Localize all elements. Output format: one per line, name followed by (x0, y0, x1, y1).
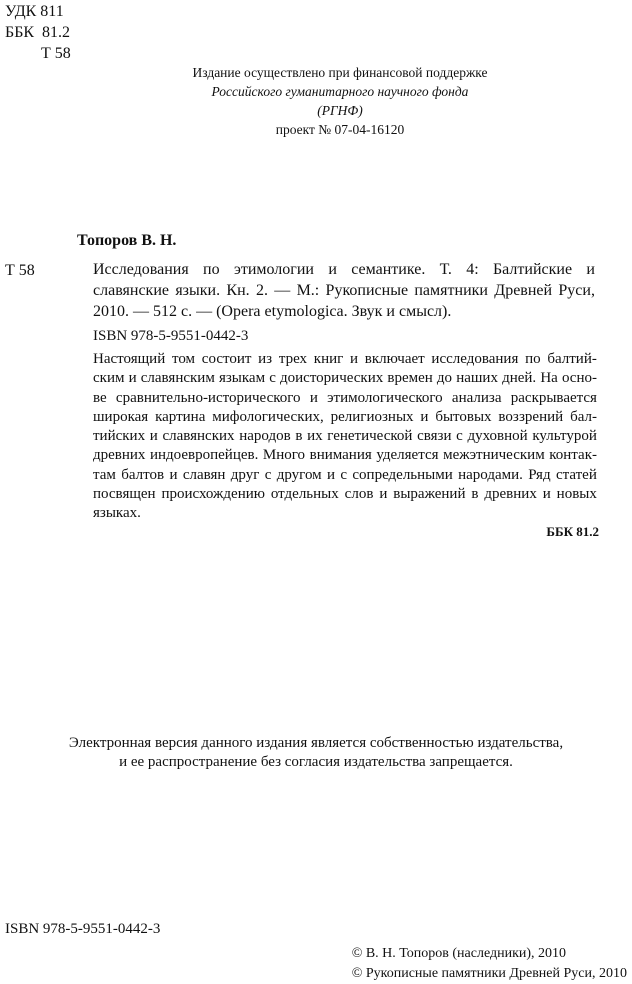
description-word: языки. (175, 282, 221, 299)
description-word: — (274, 282, 291, 299)
annotation-word: балтий- (547, 351, 597, 367)
annotation-word: том (171, 351, 196, 367)
annotation-word: народов (239, 428, 291, 445)
copyright-lines (352, 944, 627, 984)
annotation-text (93, 350, 597, 524)
copyright-author: © В. Н. Топоров (наследники), 2010 (351, 946, 567, 961)
copyright-publisher: © Рукописные памятники Древней Руси, 2010 (351, 966, 627, 981)
description-word: Балтийские (492, 261, 573, 278)
funding-notice (70, 63, 610, 139)
description-word: 2010. — 512 с. — (Opera etymologica. Звук и смысл). (93, 303, 452, 320)
annotation-word: и (379, 486, 388, 503)
description-word: Рукописные (325, 282, 409, 299)
author-heading: Топоров В. Н. (77, 232, 177, 249)
annotation-word: анализа (451, 389, 502, 406)
annotation-word: дней. (502, 370, 537, 387)
annotation-word: Настоящий (93, 351, 166, 367)
annotation-word: уделяется (376, 447, 439, 464)
funding-line-4: проект № 07-04-16120 (275, 122, 405, 137)
annotation-word: по (525, 351, 541, 367)
annotation-word: исследования (431, 351, 519, 367)
description-line (93, 280, 595, 301)
description-word: памятники (414, 282, 488, 299)
annotation-word: с (264, 466, 272, 483)
annotation-word: тийских (93, 428, 146, 445)
annotation-word: с (456, 428, 463, 445)
annotation-word: из (258, 351, 273, 367)
description-word: Т. (439, 261, 452, 278)
annotation-word: сопредельными (352, 466, 453, 483)
description-word: М.: (296, 282, 320, 299)
annotation-word: в (295, 428, 303, 445)
description-word: Кн. (226, 282, 250, 299)
annotation-line (93, 408, 597, 427)
annotation-line (93, 446, 597, 465)
description-word: славянские (93, 282, 169, 299)
notice-line-1: Электронная версия данного издания является собственностью издательства, (68, 735, 564, 751)
annotation-word: воззрений (498, 408, 564, 425)
description-word: по (203, 261, 220, 278)
annotation-word: индоевропейцев. (150, 447, 259, 464)
annotation-word: и (309, 389, 318, 406)
funding-line-3: (РГНФ) (317, 103, 363, 118)
description-word: и (328, 261, 337, 278)
description-word: 2. (255, 282, 268, 299)
annotation-word: состоит (201, 351, 252, 367)
annotation-word: языкам (218, 370, 266, 387)
annotation-word: балтов (121, 466, 165, 483)
bbk-annotation-code: ББК 81.2 (546, 524, 599, 539)
annotation-word: древних (484, 486, 537, 503)
annotation-word: новых (556, 486, 597, 503)
annotation-word: славянским (140, 370, 215, 387)
isbn-record: ISBN 978-5-9551-0442-3 (93, 328, 249, 344)
annotation-word: межэтническим (443, 447, 545, 464)
notice-line-2: и ее распространение без согласия издательства запрещается. (119, 754, 513, 770)
bbk-code: ББК 81.2 (5, 24, 71, 41)
classification-codes (5, 1, 71, 64)
cutter-code-header: Т 58 (41, 45, 71, 62)
annotation-word: наших (456, 370, 498, 387)
annotation-word: картина (155, 408, 206, 425)
description-word: и (586, 261, 595, 278)
funding-line-2: Российского гуманитарного научного фонда (211, 84, 469, 99)
annotation-line (93, 350, 597, 369)
annotation-word: выражений (393, 486, 466, 503)
annotation-word: культурой (532, 428, 597, 445)
annotation-word: славянских (162, 428, 235, 445)
description-word: Древней (494, 282, 553, 299)
annotation-word: На (540, 370, 558, 387)
annotation-word: и (327, 466, 336, 483)
annotation-word: ским (93, 370, 125, 387)
annotation-word: этимологического (327, 389, 443, 406)
annotation-word: включает (364, 351, 425, 367)
annotation-word: славян (182, 466, 226, 483)
funding-line-1: Издание осуществлено при финансовой поддержке (192, 65, 488, 80)
isbn-footer: ISBN 978-5-9551-0442-3 (5, 921, 161, 937)
annotation-line (93, 389, 597, 408)
annotation-word: религиозных (330, 408, 414, 425)
annotation-word: слов (344, 486, 374, 503)
description-word: Руси, (558, 282, 595, 299)
annotation-word: в (471, 486, 479, 503)
annotation-word: трех (278, 351, 308, 367)
annotation-line (93, 427, 597, 446)
annotation-word: друг (230, 466, 260, 483)
cutter-code: Т 58 (5, 262, 35, 279)
annotation-line (93, 466, 597, 485)
annotation-word: связи (417, 428, 452, 445)
annotation-word: их (307, 428, 323, 445)
annotation-word: осно- (561, 370, 597, 387)
annotation-word: бал- (570, 408, 597, 425)
annotation-word: происхождению (161, 486, 265, 503)
annotation-word: раскрывается (510, 389, 597, 406)
udk-code: УДК 811 (5, 3, 64, 20)
description-word: семантике. (351, 261, 426, 278)
annotation-word: и (169, 466, 178, 483)
annotation-word: доисторических (280, 370, 384, 387)
annotation-word: с (269, 370, 276, 387)
annotation-word: сравнительно-исторического (115, 389, 301, 406)
description-word: этимологии (233, 261, 314, 278)
annotation-word: посвящен (93, 486, 156, 503)
annotation-line (93, 485, 597, 504)
annotation-word: контак- (549, 447, 597, 464)
annotation-word: языках. (93, 505, 141, 522)
annotation-word: и (128, 370, 137, 387)
annotation-word: отдельных (270, 486, 339, 503)
annotation-word: бытовых (435, 408, 492, 425)
annotation-word: внимания (309, 447, 372, 464)
annotation-word: мифологических, (212, 408, 324, 425)
annotation-word: народами. (458, 466, 523, 483)
annotation-line (93, 369, 597, 388)
annotation-word: и (149, 428, 158, 445)
annotation-word: Ряд (528, 466, 551, 483)
description-line (93, 301, 595, 322)
annotation-line (93, 504, 597, 523)
annotation-word: там (93, 466, 116, 483)
annotation-word: с (340, 466, 348, 483)
annotation-word: времен (387, 370, 433, 387)
annotation-word: книг (313, 351, 344, 367)
annotation-word: другом (276, 466, 322, 483)
bibliographic-description (93, 259, 595, 322)
annotation-word: Много (262, 447, 306, 464)
annotation-word: древних (93, 447, 146, 464)
annotation-word: широкая (93, 408, 149, 425)
annotation-word: генетической (327, 428, 413, 445)
annotation-word: и (350, 351, 359, 367)
annotation-word: и (542, 486, 551, 503)
annotation-word: и (420, 408, 429, 425)
description-word: Исследования (93, 261, 189, 278)
annotation-word: статей (555, 466, 597, 483)
annotation-word: до (436, 370, 453, 387)
description-word: 4: (466, 261, 479, 278)
annotation-word: духовной (467, 428, 528, 445)
description-line (93, 259, 595, 280)
copyright-notice (0, 734, 632, 772)
annotation-word: ве (93, 389, 107, 406)
